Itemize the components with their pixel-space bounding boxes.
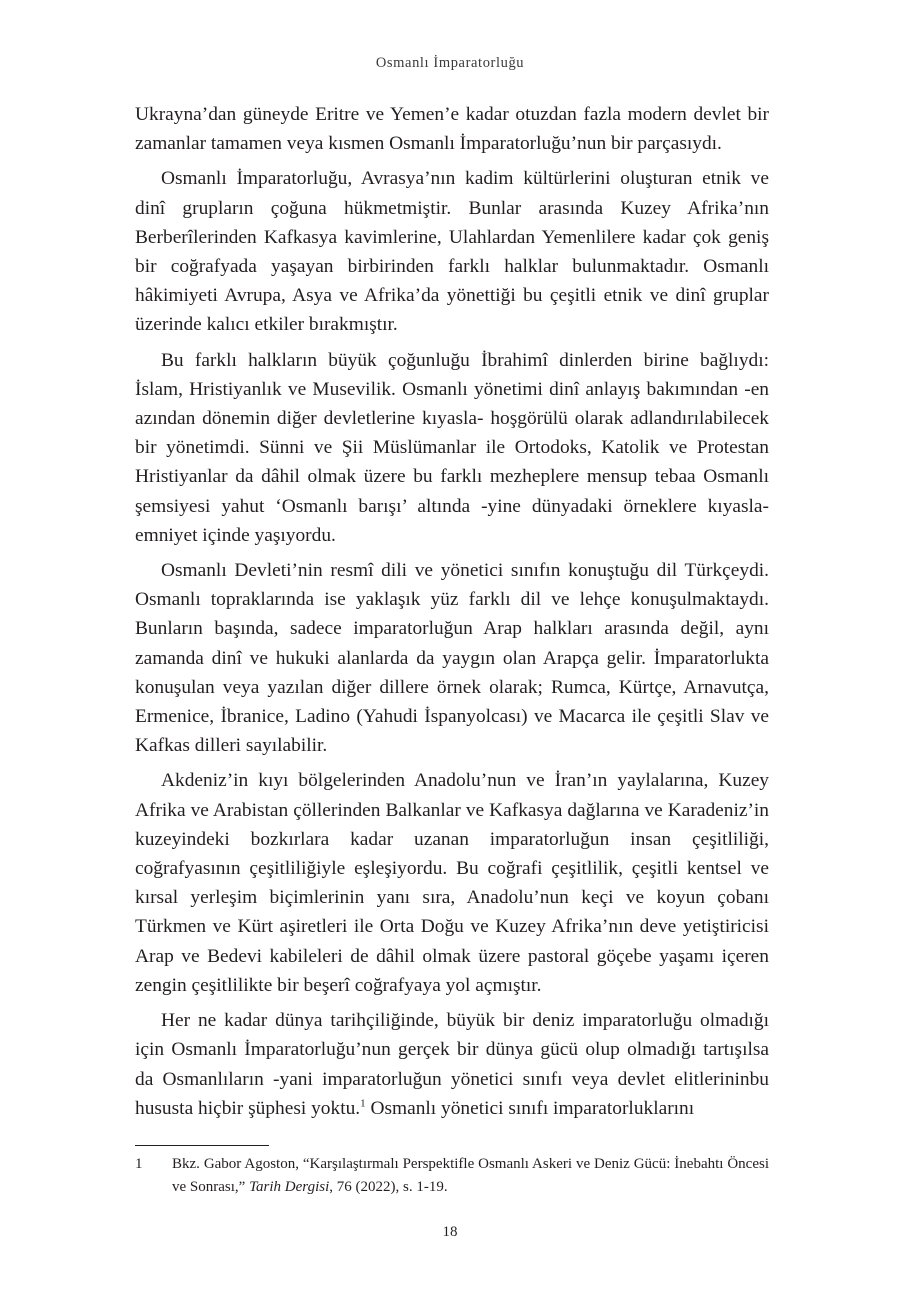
paragraph-6-continuation: Osmanlı yönetici sınıfı imparatorluklarını: [365, 1097, 695, 1119]
footnote-reference[interactable]: 1: [360, 1097, 366, 1110]
running-header: Osmanlı İmparatorluğu: [375, 55, 525, 71]
paragraph-2: Osmanlı İmparatorluğu, Avrasya’nın kadim kültürlerini oluşturan etnik ve dinî grupların çoğuna hükmetmiştir. Bunlar arasında Kuzey Afrika’nın Berberîlerinden Kafkasya kavimlerine, Ulahlardan Yemenlilere kadar çok geniş bir coğrafyada yaşayan birbirinden farklı halklar bulunmaktadır. Osmanlı hâkimiyeti Avrupa, Asya ve Afrika’da yönettiği bu çeşitli etnik ve dinî gruplar üzerinde kalıcı etkiler bırakmıştır.: [135, 168, 769, 336]
paragraph-6-text: Her ne kadar dünya tarihçiliğinde, büyük bir deniz imparatorluğu olmadığı için Osmanlı İmparatorluğu’nun gerçek bir dünya gücü olup olmadığı tartışılsa da Osmanlıların -yani imparatorluğun yönetici sınıfı veya devlet elitlerininbu hususta hiçbir şüphesi yoktu.: [135, 1010, 769, 1119]
page-number: 18: [442, 1224, 458, 1240]
paragraph-4: Osmanlı Devleti’nin resmî dili ve yönetici sınıfın konuştuğu dil Türkçeydi. Osmanlı topraklarında ise yaklaşık yüz farklı dil ve lehçe konuşulmaktaydı. Bunların başında, sadece imparatorluğun Arap halkları arasında değil, aynı zamanda dinî ve hukuki alanlarda da yaygın olan Arapça gelir. İmparatorlukta konuşulan veya yazılan diğer dillere örnek olarak; Rumca, Kürtçe, Arnavutça, Ermenice, İbranice, Ladino (Yahudi İspanyolcası) ve Macarca ile çeşitli Slav ve Kafkas dilleri sayılabilir.: [135, 560, 769, 757]
footnote-citation-details: , 76 (2022), s. 1-19.: [329, 1179, 448, 1195]
paragraph-3: Bu farklı halkların büyük çoğunluğu İbrahimî dinlerden birine bağlıydı: İslam, Hristiyanlık ve Musevilik. Osmanlı yönetimi dinî anlayış bakımından -en azından dönemin diğer devletlerine kıyasla- hoşgörülü olarak adlandırılabilecek bir yönetimdi. Sünni ve Şii Müslümanlar ile Ortodoks, Katolik ve Protestan Hristiyanlar da dâhil olmak üzere bu farklı mezheplere mensup tebaa Osmanlı şemsiyesi yahut ‘Osmanlı barışı’ altında -yine dünyadaki örneklere kıyasla-emniyet içinde yaşıyordu.: [135, 349, 769, 546]
footnote-journal-title: Tarih Dergisi: [249, 1179, 330, 1195]
footnote-number: 1: [135, 1156, 143, 1172]
footnote-text: [172, 1153, 769, 1199]
body-text: [135, 100, 769, 1129]
paragraph-5: Akdeniz’in kıyı bölgelerinden Anadolu’nun ve İran’ın yaylalarına, Kuzey Afrika ve Arabistan çöllerinden Balkanlar ve Kafkasya dağlarına ve Karadeniz’in kuzeyindeki bozkırlara kadar uzanan imparatorluğun insan çeşitliliği, coğrafyasının çeşitliliğiyle eşleşiyordu. Bu coğrafi çeşitlilik, çeşitli kentsel ve kırsal yerleşim biçimlerinin yanı sıra, Anadolu’nun keçi ve koyun çobanı Türkmen ve Kürt aşiretleri ile Orta Doğu ve Kuzey Afrika’nın deve yetiştiricisi Arap ve Bedevi kabileleri de dâhil olmak üzere pastoral göçebe yaşamı içeren zengin çeşitlilikte bir beşerî coğrafyaya yol açmıştır.: [135, 770, 769, 996]
paragraph-6: [135, 1006, 769, 1123]
footnote-citation: Bkz. Gabor Agoston, “Karşılaştırmalı Perspektifle Osmanlı Askeri ve Deniz Gücü: İnebahtı Öncesi ve Sonrası,”: [172, 1156, 769, 1195]
footnote-divider: [135, 1145, 269, 1146]
footnote: [135, 1153, 769, 1199]
paragraph-1: Ukrayna’dan güneyde Eritre ve Yemen’e kadar otuzdan fazla modern devlet bir zamanlar tamamen veya kısmen Osmanlı İmparatorluğu’nun bir parçasıydı.: [135, 104, 769, 155]
